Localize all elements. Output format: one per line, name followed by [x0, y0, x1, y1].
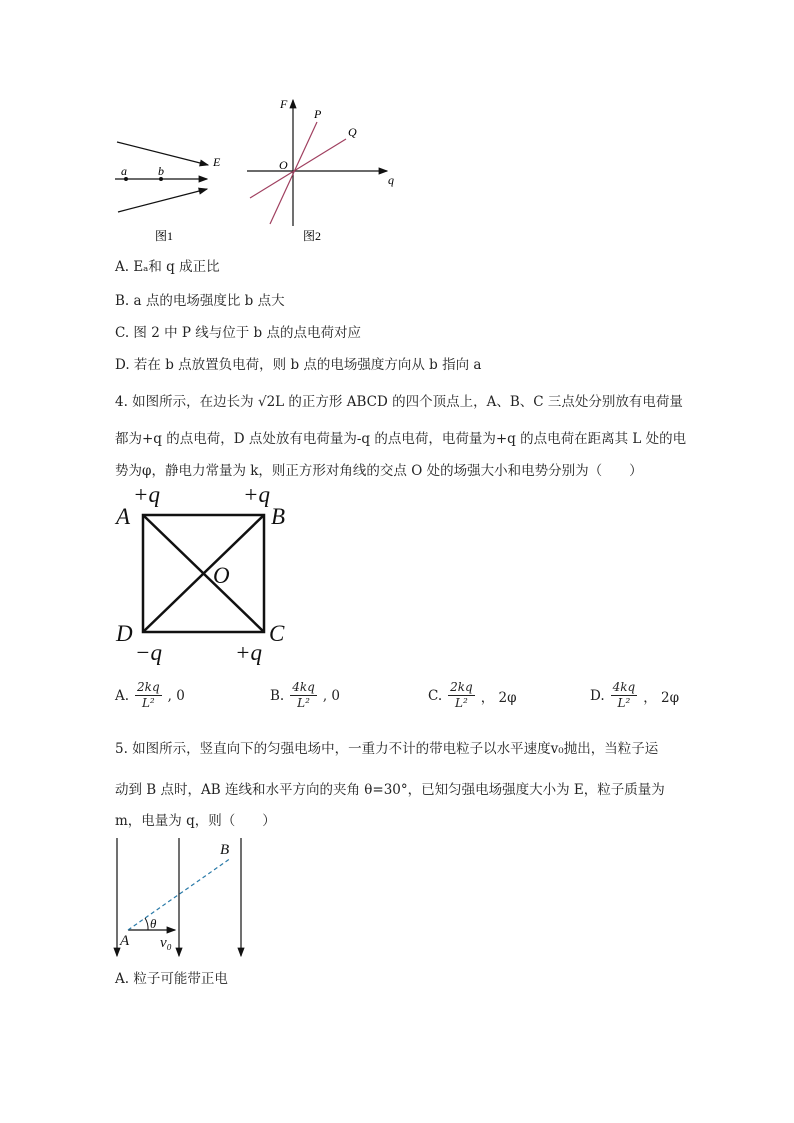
point-A-label: A [120, 933, 130, 949]
charge-D: −q [135, 640, 163, 665]
angle-arc [145, 918, 148, 930]
axis-q-label: q [388, 173, 394, 187]
label-Q: Q [348, 125, 357, 139]
point-B-label: B [220, 842, 230, 858]
theta-label: θ [150, 916, 157, 931]
numerator: 2kq [450, 680, 473, 694]
fraction [448, 680, 475, 711]
label-a: a [121, 164, 127, 178]
denominator: L² [455, 696, 468, 710]
q4-line-3: 势为φ，静电力常量为 k，则正方形对角线的交点 O 处的场强大小和电势分别为（ ） [115, 463, 643, 479]
charge-B: +q [243, 482, 271, 507]
denominator: L² [617, 696, 631, 710]
option-letter: C. [428, 687, 443, 704]
q4-option-d [590, 680, 679, 711]
option-rest: ， 2φ [480, 689, 517, 706]
option-letter: D. [590, 687, 605, 704]
vertex-C: C [269, 621, 285, 646]
option-letter: B. [270, 687, 285, 704]
q5-line-2: 动到 B 点时，AB 连线和水平方向的夹角 θ=30°，已知匀强电场强度大小为 E，粒子质量为 [115, 782, 665, 798]
fraction [290, 680, 317, 711]
vertex-D: D [116, 621, 133, 646]
option-letter: A. [115, 687, 130, 704]
label-b: b [158, 164, 164, 178]
numerator: 4kq [292, 680, 315, 694]
figure-1-caption: 图1 [155, 229, 174, 243]
vertex-A: A [116, 504, 131, 529]
line-Q [250, 139, 346, 198]
v0-label: v₀ [160, 935, 172, 951]
numerator: 2kq [137, 680, 160, 694]
square-ABCD [143, 515, 264, 632]
q4-line-1: 4. 如图所示，在边长为 √2L 的正方形 ABCD 的四个顶点上，A、B、C 三点处分别放有电荷量 [115, 394, 683, 410]
q3-option-a: A. Eₐ和 q 成正比 [115, 259, 220, 275]
numerator: 4kq [612, 680, 636, 694]
q5-option-a: A. 粒子可能带正电 [115, 971, 228, 987]
q4-option-a [115, 680, 185, 711]
option-rest: , 0 [167, 687, 185, 704]
denominator: L² [297, 696, 310, 710]
option-rest: ， 2φ [643, 689, 680, 706]
vertex-B: B [271, 504, 286, 529]
figure-2-caption: 图2 [303, 229, 322, 243]
charge-C: +q [235, 640, 263, 665]
q3-option-c: C. 图 2 中 P 线与位于 b 点的点电荷对应 [115, 325, 361, 341]
q3-option-d: D. 若在 b 点放置负电荷，则 b 点的电场强度方向从 b 指向 a [115, 357, 482, 373]
option-rest: , 0 [322, 687, 340, 704]
axis-F-label: F [280, 97, 288, 111]
q4-option-c [428, 680, 517, 711]
fraction [611, 680, 638, 711]
q3-option-b: B. a 点的电场强度比 b 点大 [115, 293, 285, 309]
center-O: O [213, 563, 230, 588]
fraction [135, 680, 162, 711]
label-P: P [314, 107, 322, 121]
q4-line-2: 都为+q 的点电荷，D 点处放有电荷量为-q 的点电荷，电荷量为+q 的点电荷在距离其 L 处的电 [115, 431, 687, 447]
label-E: E [213, 155, 221, 169]
q5-line-3: m，电量为 q，则（ ） [115, 813, 276, 829]
denominator: L² [141, 696, 155, 710]
origin-label: O [279, 158, 288, 172]
q4-option-b [270, 680, 340, 711]
q5-line-1: 5. 如图所示，竖直向下的匀强电场中，一重力不计的带电粒子以水平速度v₀抛出，当粒子运 [115, 741, 659, 757]
charge-A: +q [133, 482, 161, 507]
